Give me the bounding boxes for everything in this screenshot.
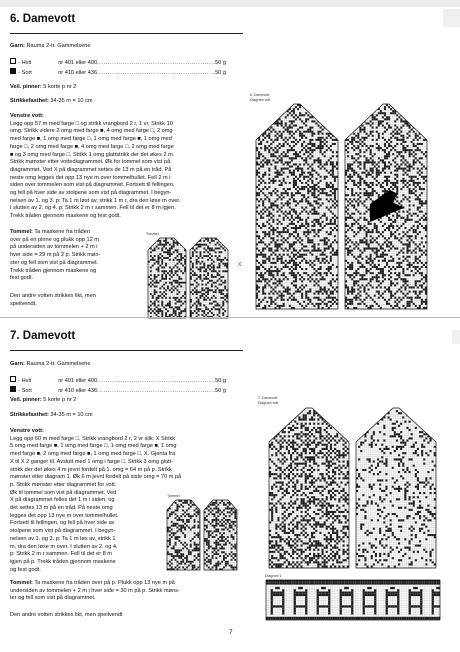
text-line: igjen på p. Trekk tråden gjennom maskene: [10, 558, 116, 565]
black-color-swatch-icon: [10, 386, 16, 392]
left-mitten-heading: Venstre vott:: [10, 113, 44, 119]
closing-note: Den andre votten strikkes likt, men speilvendt: [10, 612, 123, 618]
thumb-chart-7: [165, 500, 241, 570]
mitten-chart-6: [252, 104, 432, 314]
text-line: med farge ■, 2 omg med farge ■, 1 omg med farge □, X. Gjenta fra: [10, 451, 176, 458]
thumb-chart-6: [146, 238, 232, 318]
text-line: 5 omg med farge ■, 1 omg med farge □, 1 omg med farge ■, 1 omg: [10, 443, 177, 450]
thumb-instructions: Tommel: Ta maskene fra tråden over på en pinne og plukk opp 12 m på undersiden av tommelen + 2 m i hver side = 29 m på 2 p. Strikk møn- ster og fell som vist på diagrammet. Trekk tråden gjennom maskene og fest godt.: [10, 229, 128, 283]
closing-note: Den andre votten strikkes likt, men speilvendt.: [10, 293, 96, 307]
text-line: Legg opp 60 m med farge □. Strikk vrangbord 2 r, 2 vr slik: X Strikk: [10, 435, 176, 442]
chart-caption: 6. Damevott Diagram vott: [250, 93, 271, 102]
title-rule: [10, 33, 243, 34]
text-line: Øk til tommel som vist på diagrammet. Ved: [10, 489, 117, 496]
text-line: Legg opp 57 m med farge □ og strikk vrangbord 2 r, 1 vr. Strikk 10: [10, 120, 173, 127]
text-line: på undersiden av tommelen + 2 m i: [10, 244, 98, 251]
text-line: Fortsett til fellingen, og fell på hver side av: [10, 520, 115, 527]
text-line: Trekk tråden gjennom maskene og: [10, 267, 97, 274]
diagram1-caption: Diagram 1: [265, 574, 282, 578]
text-line: mønster etter diagram 1. Øk 6 m jevnt fordelt på siste omg = 70 m på: [10, 474, 182, 481]
needles-line: Veil. pinner: 5 korte p nr 2: [10, 84, 77, 90]
white-color-swatch-icon: [10, 58, 16, 64]
text-line: og fest godt.: [10, 566, 41, 573]
title-rule: [10, 350, 243, 351]
black-color-swatch-icon: [10, 68, 16, 74]
yarn-line: Garn: Rauma 2-tr. Gammelserie: [10, 361, 91, 367]
left-mitten-heading: Venstre vott:: [10, 428, 44, 434]
text-line: nelsen av 1. og 3. p: Ta 1 m løs av, strikk 1: [10, 535, 116, 542]
text-line: ster og fell som vist på diagrammet.: [10, 259, 99, 266]
top-edge-bar: [0, 0, 460, 7]
mitten-chart-7: [266, 408, 440, 568]
page-number: 7: [229, 629, 233, 636]
text-line: og fell på hver side av stolpene som vist på diagrammet. I begyn-: [10, 190, 172, 197]
text-line: fest godt.: [10, 275, 34, 282]
yarn-table: [10, 376, 226, 395]
adjacent-page-edge: [443, 9, 460, 27]
diagram-1-chart: [266, 580, 440, 620]
text-line: strikk der det økes 4 m jevnt fordelt på 1. omg = 64 m på p. Strikk: [10, 466, 172, 473]
text-line: hver side = 29 m på 2 p. Strikk møn-: [10, 252, 101, 259]
text-line: siden over tommelen som vist på diagrammet. Fortsett til fellingen,: [10, 182, 175, 189]
text-line: Trekk tråden gjennom maskene og fest godt.: [10, 213, 121, 220]
text-line: legges det opp 13 nye m over tommelhullet.: [10, 512, 119, 519]
white-color-swatch-icon: [10, 376, 16, 382]
yarn-row-white: - Hvit nr 401 eller 400..... 50 g: [10, 376, 226, 386]
yarn-row-black: - Sort nr 410 eller 436..... 50 g: [10, 68, 226, 78]
text-line: neste omg legges det opp 13 nye m over tommelhullet. Fell 2 m i: [10, 174, 171, 181]
section-divider: [0, 317, 460, 318]
yarn-row-white: - Hvit nr 401 eller 400..... 50 g: [10, 58, 226, 68]
text-line: ■ og 3 omg med farge □. Strikk 1 omg glattstrikk der det økes 2 m.: [10, 151, 175, 158]
text-line: I slutten av 2. og 4. p: Strikk 2 m r sammen. Fell til det er 8 m igjen.: [10, 205, 176, 212]
text-line: diagrammet. Ved X på diagrammet settes de 13 m på en tråd. På: [10, 166, 172, 173]
gauge-line: Strikkefasthet: 34-35 m = 10 cm: [10, 412, 93, 418]
x-marker: X: [238, 262, 242, 268]
text-line: nelsen av 1. og 3. p: Ta 1 m løst av, strikk 1 m r, dra den løse m over.: [10, 197, 181, 204]
thumb-instructions: Tommel: Ta maskene fra tråden over på p. Plukk opp 13 nye m på undersiden av tommelen + 2 m i hver side = 30 m på p. Strikk møns- ter og fell som vist på diagrammet.: [10, 580, 180, 602]
text-line: p. Strikk mønster etter diagrammet for vott.: [10, 481, 117, 488]
yarn-table: [10, 58, 226, 77]
left-mitten-instructions: [10, 113, 244, 221]
gauge-line: Strikkefasthet: 34-35 m = 10 cm: [10, 98, 93, 104]
yarn-row-black: - Sort nr 410 eller 436..... 50 g: [10, 386, 226, 396]
chart-caption: 7. Damevott Diagram vott: [258, 396, 279, 405]
text-line: X på diagrammet felles det 1 m i siden, og: [10, 497, 115, 504]
needles-line: Veil. pinner: 5 korte p nr 2: [10, 397, 77, 403]
text-line: X til X 2 ganger til. Avslutt med 1 omg i farge □. Strikk 3 omg glatt-: [10, 458, 174, 465]
text-line: stolpene som vist på diagrammet. I begyn-: [10, 528, 116, 535]
text-line: over på en pinne og plukk opp 12 m: [10, 236, 99, 243]
pattern-6-title: 6. Damevott: [10, 13, 76, 25]
text-line: med farge ■, 1 omg med farge □, 1 omg med farge ■, 1 omg med: [10, 136, 172, 143]
yarn-line: Garn: Rauma 2-tr. Gammelserie: [10, 43, 91, 49]
text-line: omg. Strikk videre 2 omg med farge ■, 4 omg med farge □, 2 omg: [10, 128, 173, 135]
text-line: farge □, 2 omg med farge ■, 4 omg med farge □, 2 omg med farge: [10, 143, 174, 150]
thumb-chart-caption: Tommel: [146, 232, 159, 236]
adjacent-page-edge: [452, 330, 460, 344]
pattern-7-title: 7. Damevott: [10, 330, 76, 342]
text-line: det settes 13 m på en tråd. På neste omg: [10, 505, 113, 512]
text-line: Strikk mønster etter vottediagrammet. Øk for tommel som vist på: [10, 159, 171, 166]
thumb-chart-caption: Tommel: [167, 494, 180, 498]
text-line: p: Strikk 2 m r sammen. Fell til det er 8 m: [10, 551, 112, 558]
text-line: m, dra den løse m over. I slutten av 2. og 4.: [10, 543, 118, 550]
